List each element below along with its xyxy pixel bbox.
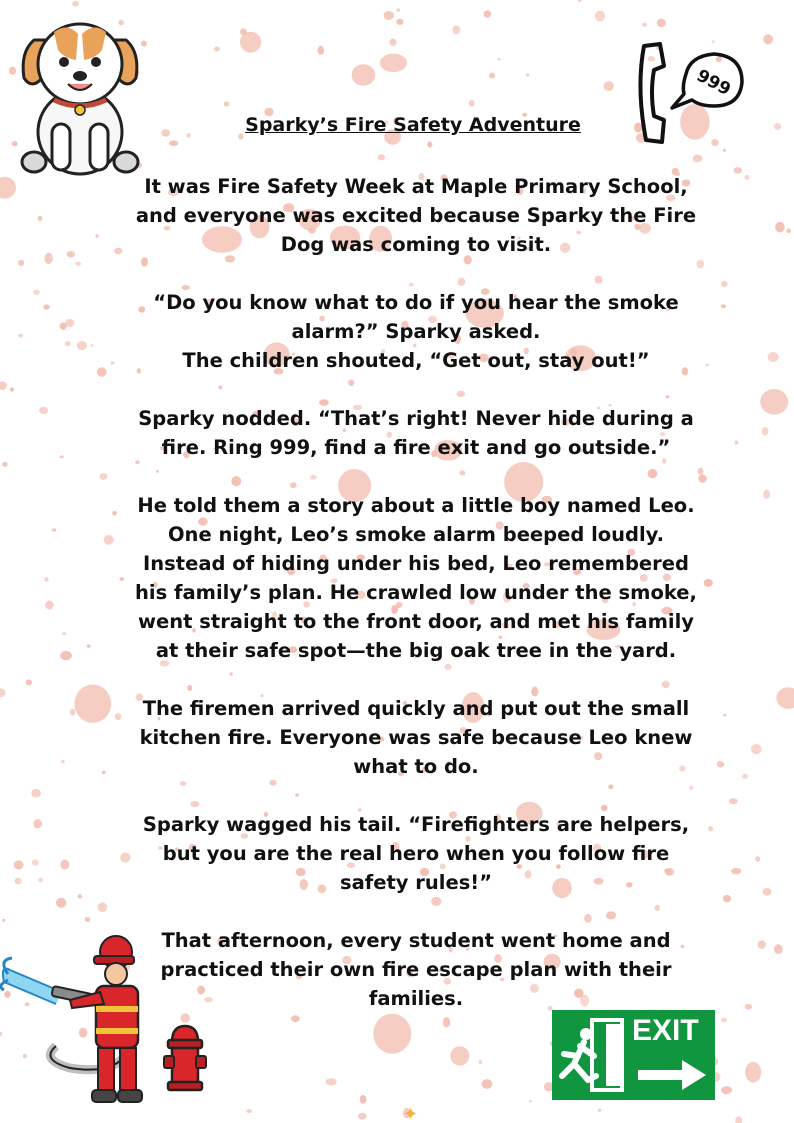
background-dot [721, 1086, 732, 1094]
story-paragraph [110, 926, 722, 1013]
background-dot [0, 381, 7, 390]
background-dot [745, 1004, 753, 1010]
background-dot [745, 1062, 761, 1083]
background-dot [240, 32, 261, 53]
background-dot [742, 774, 748, 779]
background-dot [642, 23, 647, 27]
story-line: Dog was coming to visit. [280, 233, 552, 256]
story-line: went straight to the front door, and met his family [138, 610, 694, 633]
background-dot [26, 679, 32, 685]
story-line: The children shouted, “Get out, stay out!” [182, 349, 650, 372]
story-paragraph [110, 491, 722, 665]
background-dot [578, 0, 581, 2]
page-title: Sparky’s Fire Safety Adventure [245, 114, 581, 136]
background-dot [43, 305, 49, 310]
background-dot [62, 632, 66, 635]
story-line: alarm?” Sparky asked. [291, 320, 541, 343]
background-dot [731, 868, 741, 874]
story-line: “Do you know what to do if you hear the smoke [153, 291, 679, 314]
background-dot [484, 10, 492, 18]
background-dot [389, 38, 396, 45]
background-dot [744, 175, 749, 180]
background-dot [450, 1046, 469, 1065]
background-dot [657, 19, 666, 27]
background-dot [70, 709, 75, 716]
story-line: It was Fire Safety Week at Maple Primary School, [144, 175, 688, 198]
background-dot [751, 744, 762, 754]
background-dot [776, 687, 794, 709]
background-dot [72, 1, 79, 7]
background-dot [98, 902, 107, 912]
dog-illustration [18, 12, 142, 180]
background-dot [0, 177, 16, 199]
background-dot [10, 387, 14, 391]
story-line: but you are the real hero when you follow fire [162, 842, 670, 865]
background-dot [497, 58, 501, 60]
background-dot [60, 860, 69, 870]
background-dot [721, 1018, 727, 1023]
background-dot [723, 895, 731, 902]
background-dot [729, 798, 738, 804]
background-dot [45, 601, 54, 610]
background-dot [91, 344, 94, 347]
background-dot [775, 222, 785, 233]
background-dot [97, 367, 107, 377]
background-dot [763, 490, 770, 499]
background-dot [760, 389, 788, 415]
background-dot [469, 100, 475, 106]
background-dot [33, 290, 40, 295]
background-dot [479, 1060, 482, 1064]
background-dot [75, 262, 81, 266]
background-dot [78, 894, 83, 898]
background-dot [44, 577, 48, 582]
background-dot [378, 154, 386, 160]
exit-sign-text: EXIT [632, 1014, 699, 1047]
story-line: Instead of hiding under his bed, Leo remembered [143, 552, 689, 575]
background-dot [65, 341, 71, 346]
story-line: safety rules!” [339, 871, 493, 894]
background-dot [735, 441, 739, 445]
story-line: He told them a story about a little boy named Leo. [137, 494, 695, 517]
background-dot [87, 645, 91, 648]
background-dot [38, 216, 43, 221]
background-dot [358, 1113, 367, 1120]
background-dot [604, 81, 614, 91]
background-dot [763, 888, 772, 896]
background-dot [18, 260, 24, 266]
story-line: Sparky wagged his tail. “Firefighters are helpers, [142, 813, 690, 836]
background-dot [77, 341, 87, 350]
story-line: Sparky nodded. “That’s right! Never hide during a [138, 407, 694, 430]
background-dot [99, 473, 107, 480]
story-line: families. [368, 987, 464, 1010]
background-dot [721, 281, 727, 287]
background-dot [60, 322, 67, 330]
background-dot [214, 47, 220, 52]
background-dot [61, 760, 64, 763]
background-dot [67, 251, 75, 257]
story-text [110, 172, 722, 1042]
background-dot [95, 234, 98, 238]
running-person-icon [558, 1016, 628, 1094]
fire-hydrant-icon [162, 1022, 208, 1092]
background-dot [12, 141, 18, 146]
background-dot [360, 1095, 367, 1104]
background-dot [52, 528, 57, 531]
background-dot [44, 253, 52, 264]
background-dot [384, 11, 394, 20]
exit-sign-icon [552, 1010, 715, 1100]
background-dot [74, 685, 111, 723]
background-dot [56, 898, 67, 908]
background-dot [39, 407, 48, 414]
background-dot [169, 140, 178, 146]
background-dot [2, 462, 7, 467]
background-dot [31, 789, 41, 798]
background-dot [60, 651, 72, 660]
background-dot [723, 714, 727, 716]
background-dot [453, 25, 461, 34]
story-line: his family’s plan. He crawled low under the smoke, [135, 581, 697, 604]
background-dot [598, 1109, 601, 1112]
background-dot [723, 149, 726, 152]
background-dot [2, 919, 5, 922]
background-dot [427, 141, 432, 147]
background-dot [482, 1079, 493, 1089]
story-line: practiced their own fire escape plan with their [160, 958, 672, 981]
story-line: kitchen fire. Everyone was safe because Leo knew [139, 726, 693, 749]
background-dot [352, 64, 376, 85]
firefighter-illustration [0, 930, 165, 1115]
background-dot [380, 54, 407, 72]
background-dot [396, 8, 400, 11]
background-dot [595, 11, 605, 22]
background-dot [32, 859, 39, 865]
story-line: That afternoon, every student went home and [161, 929, 671, 952]
background-dot [18, 334, 23, 338]
story-paragraph [110, 810, 722, 897]
background-dot [318, 46, 325, 55]
background-dot [529, 1100, 532, 1102]
story-paragraph [110, 694, 722, 781]
right-arrow-icon [636, 1058, 708, 1092]
background-dot [755, 856, 760, 861]
background-dot [102, 771, 106, 775]
background-dot [326, 1078, 337, 1085]
background-dot [758, 940, 766, 949]
background-dot [0, 688, 5, 697]
story-line: and everyone was excited because Sparky the Fire [135, 204, 697, 227]
background-dot [85, 917, 91, 922]
background-dot [396, 19, 403, 25]
background-dot [9, 67, 16, 75]
background-dot [489, 73, 495, 79]
background-dot [38, 878, 43, 882]
background-dot [224, 101, 230, 106]
sparkle-icon: ✦ [403, 1104, 419, 1123]
story-line: at their safe spot—the big oak tree in the yard. [155, 639, 677, 662]
phone-bubble-text: 999 [693, 65, 734, 101]
background-dot [774, 944, 783, 954]
background-dot [14, 860, 24, 869]
story-paragraph [110, 404, 722, 462]
background-dot [763, 34, 773, 44]
background-dot [733, 167, 742, 173]
background-dot [15, 878, 22, 885]
story-line: fire. Ring 999, find a fire exit and go outside.” [161, 436, 671, 459]
story-line: The firemen arrived quickly and put out the small [142, 697, 690, 720]
background-dot [762, 427, 769, 436]
background-dot [60, 455, 64, 458]
background-dot [247, 1109, 252, 1113]
story-line: One night, Leo’s smoke alarm beeped loudly. [167, 523, 665, 546]
story-paragraph [110, 172, 722, 259]
background-dot [693, 155, 703, 163]
story-line: what to do. [353, 755, 479, 778]
background-dot [786, 228, 791, 233]
background-dot [768, 352, 779, 362]
background-dot [735, 1116, 742, 1123]
story-paragraph [110, 288, 722, 375]
background-dot [33, 819, 42, 828]
background-dot [526, 74, 529, 77]
